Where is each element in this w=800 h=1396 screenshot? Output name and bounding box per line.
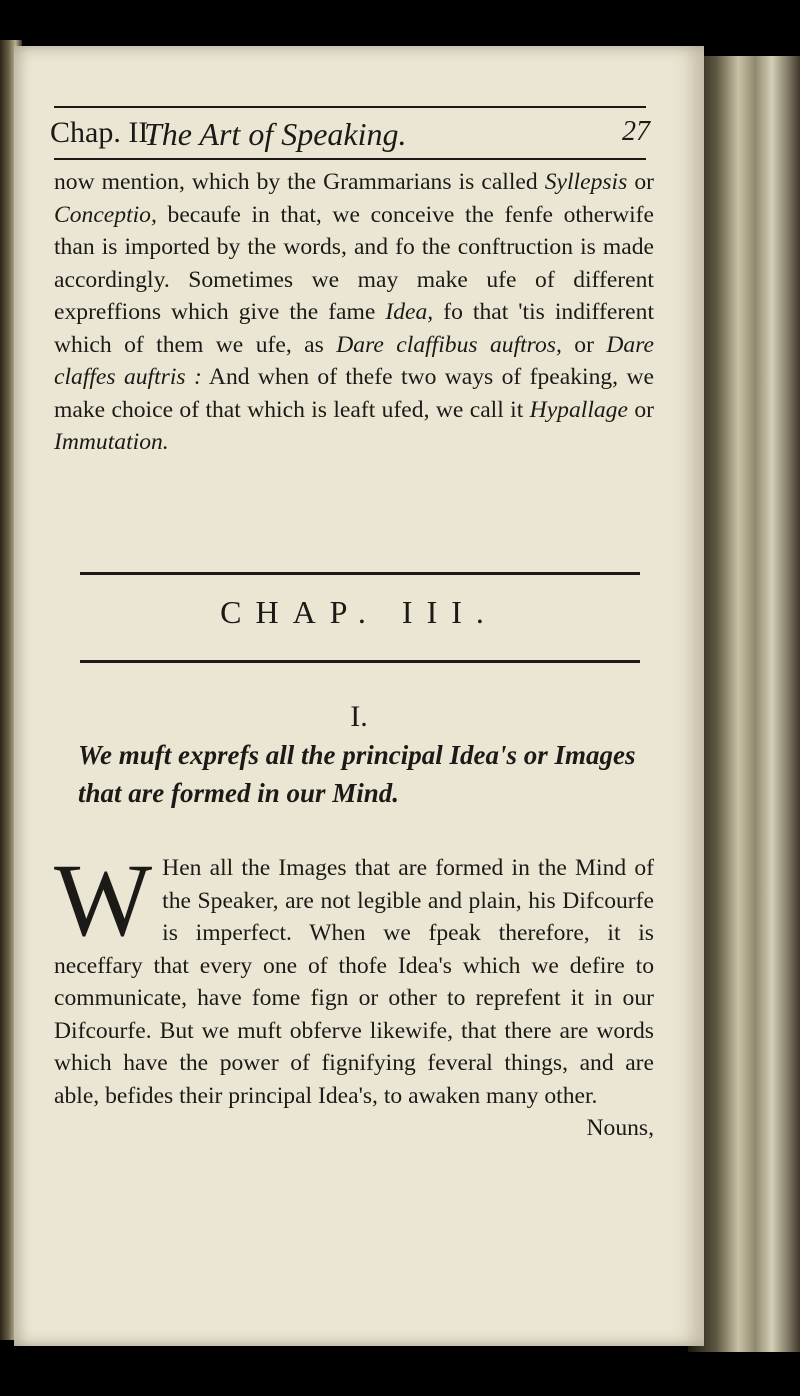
header-title: The Art of Speaking. <box>144 116 407 152</box>
running-header <box>50 116 650 156</box>
para1-text-2: or <box>627 169 654 195</box>
para1-italic-hypallage: Hypallage <box>529 396 628 423</box>
header-rule-top <box>54 106 646 108</box>
para1-italic-syllepsis: Syllepsis <box>544 169 628 195</box>
para1-text-5: or <box>561 331 607 358</box>
drop-cap: W <box>54 843 153 958</box>
para1-text-7: or <box>627 396 654 423</box>
chapter-rule-top <box>80 572 640 575</box>
para1-italic-immutation: Immutation. <box>54 429 169 455</box>
section-paragraph-text: Hen all the Images that are formed in the Mind of the Speaker, are not legible and plain, his Difcourfe is imperfect. When we fpeak therefore, it is neceffary that every one of thofe Idea's which we defire to communicate, have fome fign or other to reprefent it in our Difcourfe. But we muft obferve likewife, that there are words which have the power of fignifying feveral things, and are able, befides their principal Idea's, to awaken many other. <box>54 855 654 1109</box>
chapter-rule-bottom <box>80 660 640 663</box>
paragraph-section <box>54 843 654 1145</box>
chapter-heading: CHAP. III. <box>220 594 498 630</box>
para1-italic-latin-2: Dare claffes auftris : <box>54 331 655 390</box>
catchword: Nouns, <box>586 1115 654 1141</box>
paragraph-continued <box>54 166 654 459</box>
para1-text-4: fo that 'tis indifferent which of them we ufe, as <box>54 299 654 358</box>
section-number: I. <box>350 700 368 733</box>
para1-italic-latin-1: Dare claffibus auftros, <box>336 331 562 358</box>
page-block-edge <box>688 56 800 1352</box>
para1-text-3: becaufe in that, we conceive the fenfe otherwife than is imported by the words, and fo the conftruction is made accordingly. Sometimes we may make ufe of different expreffions which give the fame <box>54 201 654 325</box>
section-title: We muft exprefs all the principal Idea's or Images that are formed in our Mind. <box>78 740 636 808</box>
para1-text-6: And when of thefe two ways of fpeaking, we make choice of that which is leaft ufed, we call it <box>54 364 654 423</box>
header-rule-bottom <box>54 158 646 160</box>
para1-italic-conceptio: Conceptio, <box>54 201 157 228</box>
page-number: 27 <box>622 116 650 147</box>
header-chapter: Chap. II. <box>50 116 156 149</box>
book-page <box>14 46 704 1346</box>
para1-text-1: now mention, which by the Grammarians is called <box>54 169 545 195</box>
para1-italic-idea: Idea, <box>385 299 434 325</box>
